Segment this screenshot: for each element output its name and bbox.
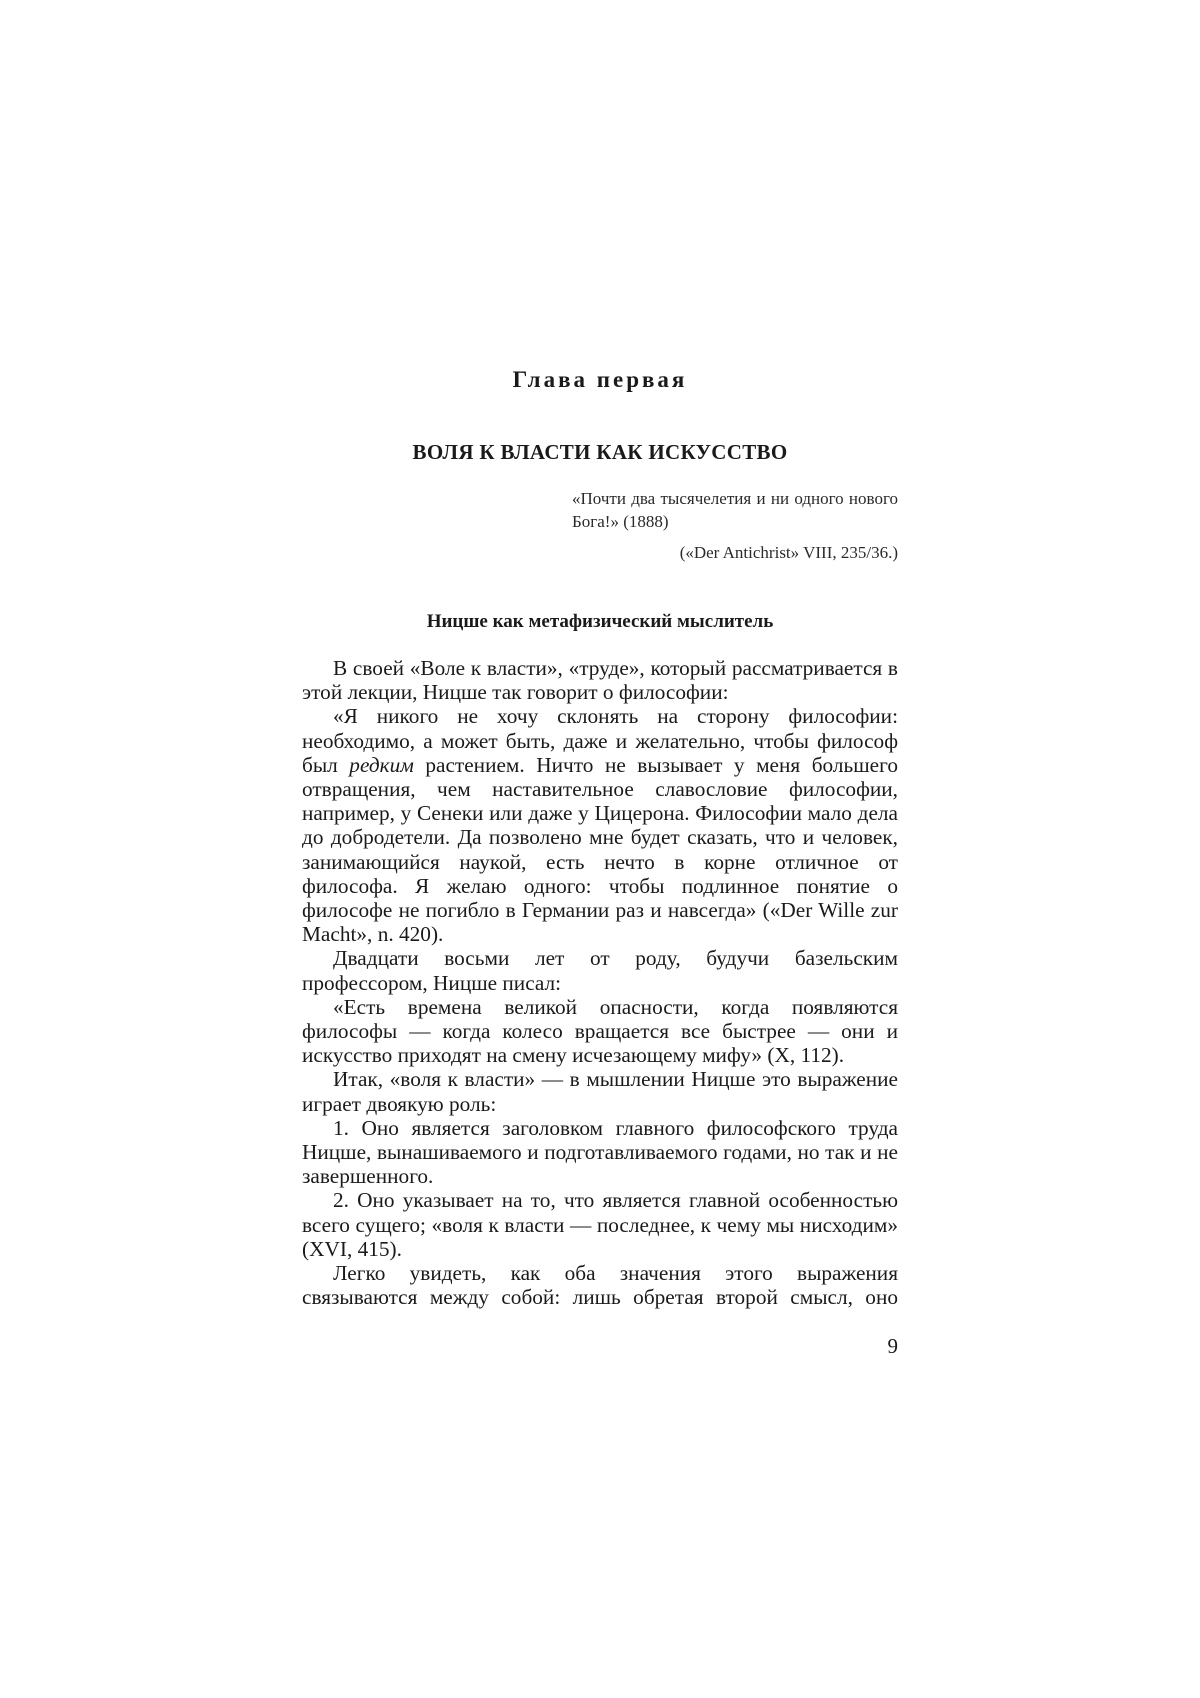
epigraph-quote: «Почти два тысячелетия и ни одного нового Бога!» (1888) — [572, 489, 898, 531]
chapter-title: ВОЛЯ К ВЛАСТИ КАК ИСКУССТВО — [412, 440, 788, 464]
section-heading: Ницше как метафизический мыслитель — [426, 611, 774, 632]
list-item: 2. Оно указывает на то, что является главной особенностью всего сущего; «воля к власти — последнее, к чему мы нисходим» (XVI, 415). — [302, 1188, 898, 1261]
paragraph: В своей «Воле к власти», «труде», который рассматривается в этой лекции, Ницше так говорит о философии: — [302, 656, 898, 705]
paragraph-text: «Я никого не хочу склонять на сторону философии: необходимо, а может быть, даже и желательно, чтобы философ был — [302, 704, 898, 777]
body-text — [302, 656, 898, 1309]
page-number: 9 — [887, 1334, 898, 1358]
epigraph-source: («Der Antichrist» VIII, 235/36.) — [679, 543, 898, 562]
paragraph: Итак, «воля к власти» — в мышлении Ницше это выражение играет двоякую роль: — [302, 1067, 898, 1116]
paragraph-quote — [302, 704, 898, 946]
paragraph: Двадцати восьми лет от роду, будучи базельским профессором, Ницше писал: — [302, 946, 898, 995]
paragraph: Легко увидеть, как оба значения этого выражения связываются между собой: лишь обретая второй смысл, оно — [302, 1261, 898, 1310]
paragraph-quote: «Есть времена великой опасности, когда появляются философы — когда колесо вращается все быстрее — они и искусство приходят на смену исчезающему мифу» (X, 112). — [302, 994, 898, 1068]
emphasis-text: редким — [349, 752, 414, 777]
chapter-label: Глава первая — [512, 367, 688, 392]
list-item: 1. Оно является заголовком главного философского труда Ницше, вынашиваемого и подготавливаемого годами, но так и не завершенного. — [302, 1115, 898, 1189]
paragraph-text: растением. Ничто не вызывает у меня большего отвращения, чем наставительное славословие философии, например, у Сенеки или даже у Цицерона. Философии мало дела до добродетели. Да позволено мне будет сказать, что и человек, занимающийся наукой, есть нечто в корне отличное от философа. Я желаю одного: чтобы подлинное понятие о философе не погибло в Германии раз и навсегда» («Der Wille zur Macht», n. 420). — [302, 752, 898, 947]
